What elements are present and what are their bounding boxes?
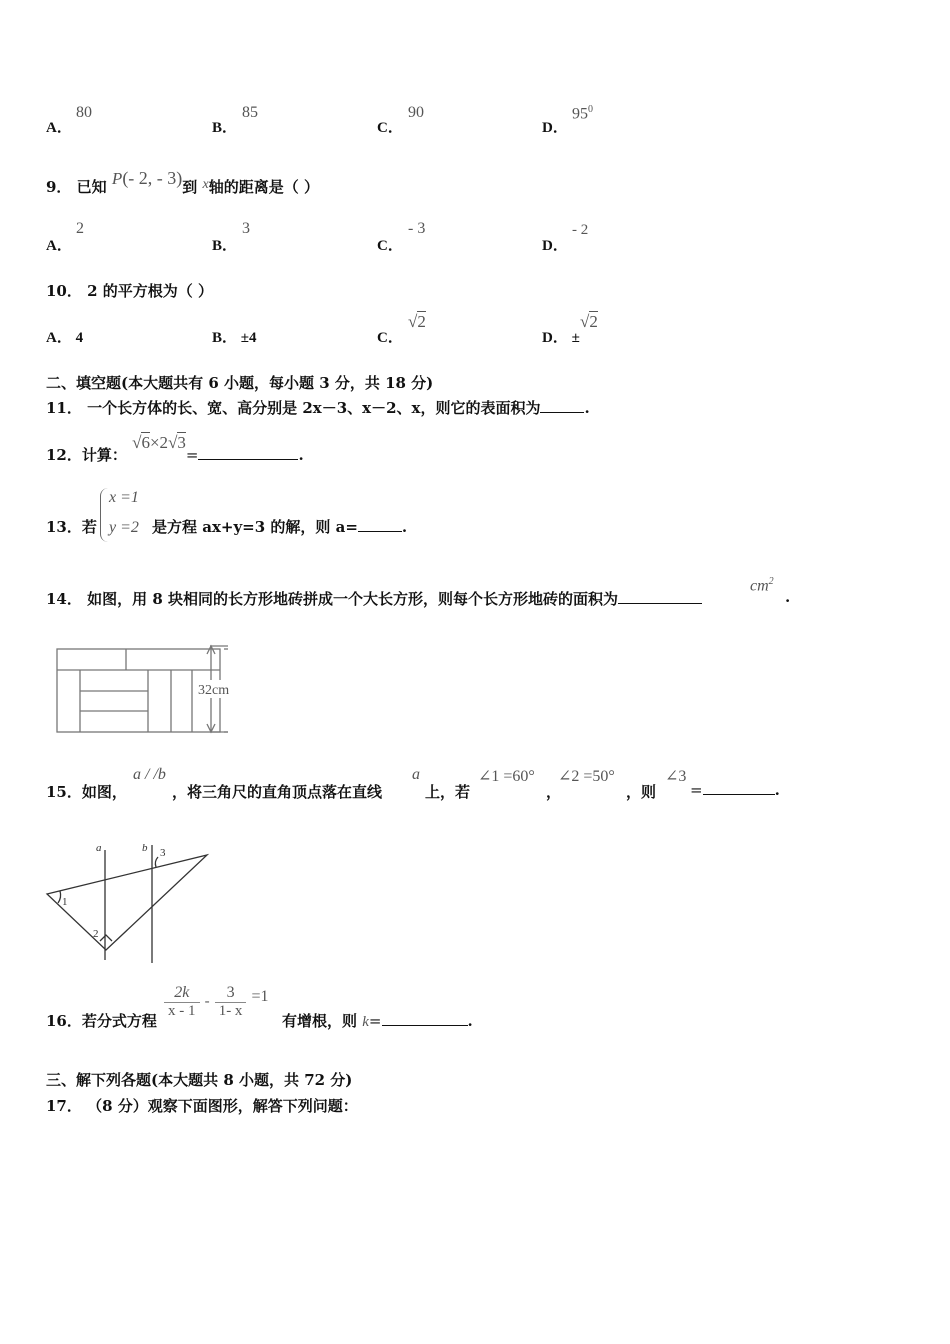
q8-option-b-letter: B． (212, 120, 238, 136)
q12-answer-blank[interactable] (198, 459, 298, 460)
q14-dimension-label: 32cm (198, 683, 230, 698)
q13-post: 是方程 ax+y=3 的解，则 a= . (152, 518, 408, 536)
q14-answer-blank[interactable] (618, 603, 702, 604)
q16-equation: $\frac{2k}{x - 1}$ - $\frac{3}{1- x}$ =1 (164, 984, 269, 1020)
q16-post: 有增根，则 k= . (282, 1012, 473, 1030)
q8-option-c-letter: C． (377, 120, 403, 136)
q15-angle3: ∠3 (665, 768, 687, 785)
q12-number: 12． (46, 446, 82, 464)
q9-option-d-letter: D． (542, 238, 568, 254)
q13-eq2: y =2 (109, 519, 139, 536)
q16-question: 16．若分式方程 (46, 1012, 157, 1030)
q10-text: 2 的平方根为（ ） (87, 282, 213, 300)
degree-mark: 0 (588, 104, 593, 115)
q10-option-c-sqrt: √2 (408, 312, 426, 331)
q10-question (46, 280, 213, 301)
q15-fig-label-b: b (142, 842, 148, 854)
section-2-heading: 二、填空题(本大题共有 6 小题，每小题 3 分，共 18 分) (46, 374, 434, 392)
q10-option-a: A． 4 (46, 330, 84, 346)
q11-answer-blank[interactable] (540, 412, 584, 413)
q15-number: 15． (46, 783, 82, 801)
q16-number: 16． (46, 1012, 82, 1030)
section-3-heading: 三、解下列各题(本大题共 8 小题，共 72 分) (46, 1071, 353, 1089)
q16-answer-blank[interactable] (382, 1025, 468, 1026)
q17-text: （8 分）观察下面图形，解答下列问题： (87, 1097, 358, 1115)
q8-option-b-value: 85 (242, 104, 258, 121)
q11-number: 11． (46, 399, 82, 417)
q16-fraction-2: $\frac{3}{1- x}$ (215, 984, 247, 1020)
q15-answer: = . (690, 781, 780, 799)
q9-option-c-letter: C． (377, 238, 403, 254)
q10-option-c-letter: C． (377, 330, 403, 346)
q9-point-expr: P(- 2, - 3) (111, 168, 183, 188)
q11-text: 一个长方体的长、宽、高分别是 2x－3、x－2、x，则它的表面积为 (87, 399, 541, 417)
q13-eq1: x =1 (109, 489, 139, 506)
q15-fig-label-3: 3 (160, 847, 166, 859)
q13-answer-blank[interactable] (358, 531, 402, 532)
q14-number: 14． (46, 590, 82, 608)
q15-comma: ， (546, 783, 562, 801)
q9-option-a-value: 2 (76, 220, 84, 237)
q12-pre: 计算： (81, 446, 127, 464)
q13-question (46, 516, 97, 537)
q9-option-b-letter: B． (212, 238, 238, 254)
q15-mid2: 上，若 (425, 783, 471, 801)
q14-question (46, 588, 702, 609)
q17-question (46, 1095, 358, 1116)
q16-fraction-1: $\frac{2k}{x - 1}$ (164, 984, 200, 1020)
q9-question (46, 168, 319, 197)
q9-axis: x (202, 177, 209, 192)
q15-fig-label-2: 2 (93, 928, 99, 940)
q15-parallel: a / /b (133, 766, 166, 783)
q15-angle2: ∠2 =50° (558, 768, 615, 785)
q17-number: 17． (46, 1097, 82, 1115)
q9-number: 9． (46, 178, 72, 196)
q8-option-a-letter: A． (46, 120, 72, 136)
q15-angle1: ∠1 =60° (478, 768, 535, 785)
q15-mid3: ，则 (626, 783, 657, 801)
q13-pre: 若 (81, 518, 97, 536)
q15-question: 15．如图， (46, 783, 127, 801)
q14-text: 如图，用 8 块相同的长方形地砖拼成一个大长方形，则每个长方形地砖的面积为 (87, 590, 618, 608)
q8-option-d-letter: D． (542, 120, 568, 136)
q9-option-d-value: - 2 (572, 222, 589, 238)
q15-answer-blank[interactable] (703, 794, 775, 795)
q9-post: 轴的距离是（ ） (208, 178, 319, 196)
q9-option-a-letter: A． (46, 238, 72, 254)
q12-expression: √6×2√3 (132, 433, 186, 452)
q15-line-a: a (412, 766, 420, 783)
q9-option-b-value: 3 (242, 220, 250, 237)
q9-pre: 已知 (76, 178, 107, 196)
q15-fig-label-a: a (96, 842, 102, 854)
q14-end: . (785, 588, 791, 606)
q14-tile-figure (50, 640, 250, 740)
q9-option-c-value: - 3 (408, 220, 426, 237)
q10-option-d-sqrt: √2 (580, 312, 598, 331)
q10-number: 10． (46, 282, 82, 300)
q13-number: 13． (46, 518, 82, 536)
q8-option-c-value: 90 (408, 104, 424, 121)
q10-option-b: B． ±4 (212, 330, 257, 346)
q8-option-d-value: $95^0$ (572, 104, 593, 123)
q8-option-a-value: 80 (76, 104, 92, 121)
q11-question: 11． 一个长方体的长、宽、高分别是 2x－3、x－2、x，则它的表面积为 . (46, 399, 590, 417)
q15-mid1: ，将三角尺的直角顶点落在直线 (172, 783, 383, 801)
q10-option-d: D． ± (542, 330, 580, 346)
q15-triangle-figure (40, 835, 220, 970)
q9-mid: 到 (182, 178, 198, 196)
q14-unit: $cm^2$ (750, 576, 774, 595)
q15-fig-label-1: 1 (62, 896, 68, 908)
q12-question: 12．计算： √6×2√3= . (46, 433, 304, 464)
